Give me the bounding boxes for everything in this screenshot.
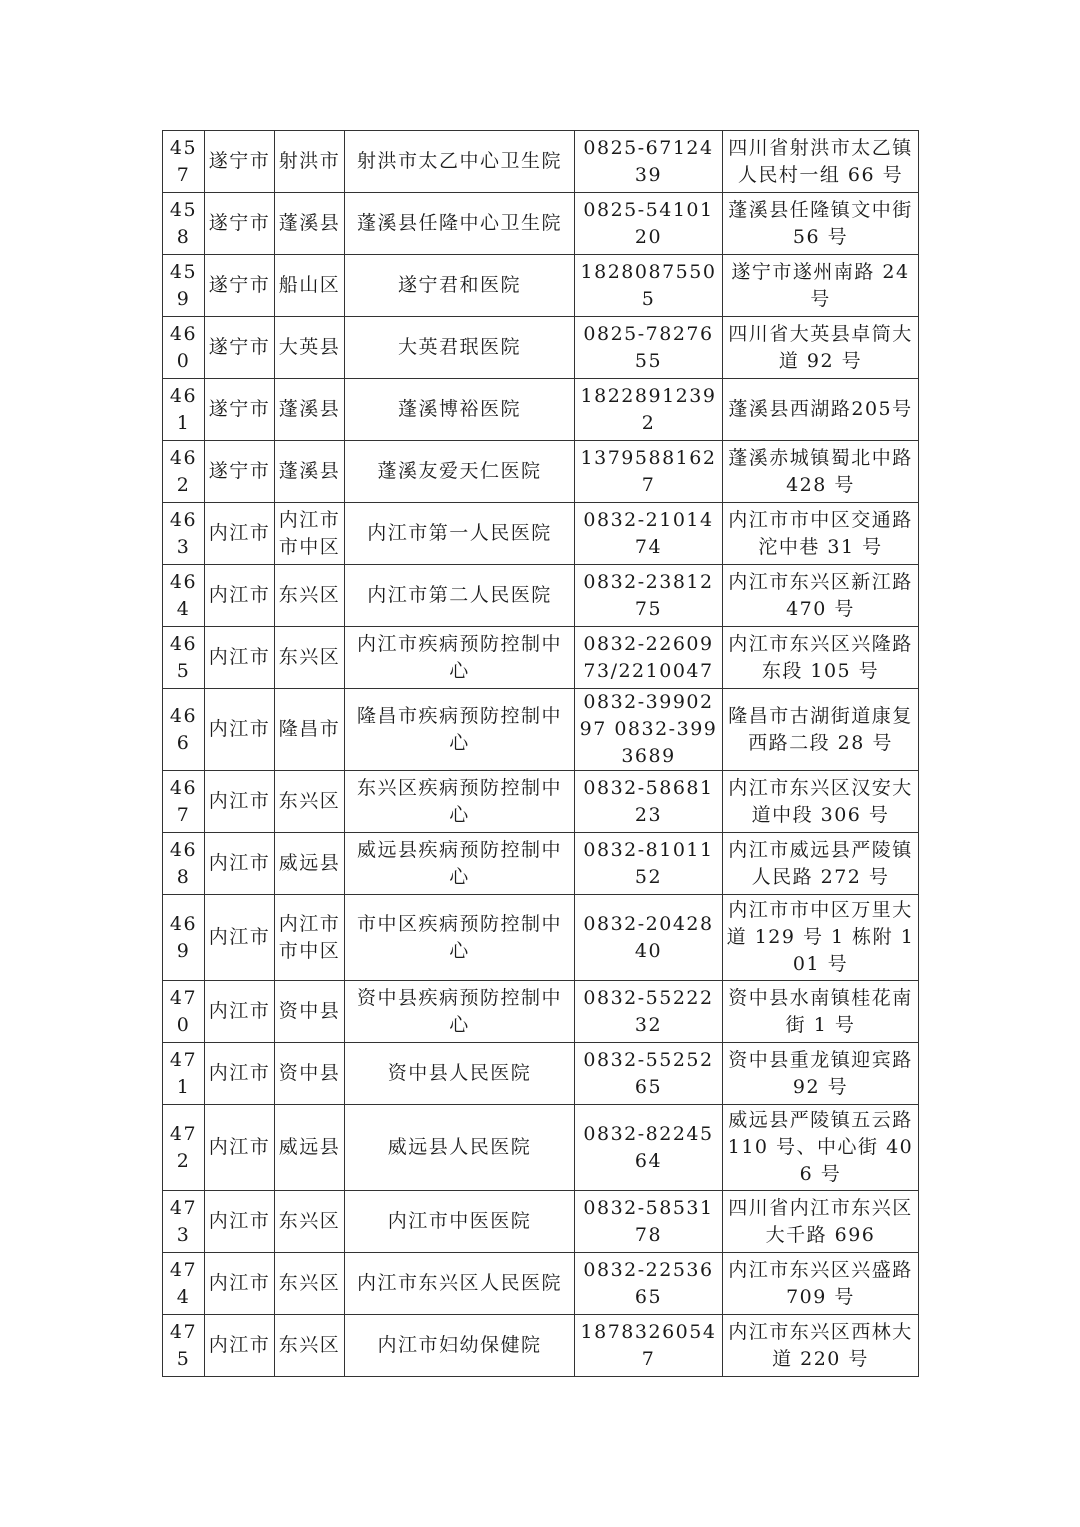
phone-cell: 0832-3990297 0832-3993689 — [575, 689, 723, 771]
institution-name-cell: 蓬溪县任隆中心卫生院 — [345, 193, 575, 255]
institution-name-cell: 内江市东兴区人民医院 — [345, 1253, 575, 1315]
row-number: 464 — [163, 565, 205, 627]
phone-cell: 18783260547 — [575, 1315, 723, 1377]
county-cell: 威远县 — [275, 1105, 345, 1191]
row-number: 475 — [163, 1315, 205, 1377]
row-number: 461 — [163, 379, 205, 441]
table-row — [163, 981, 919, 1043]
row-number: 471 — [163, 1043, 205, 1105]
address-cell: 内江市市中区万里大道 129 号 1 栋附 101 号 — [723, 895, 919, 981]
table-row — [163, 833, 919, 895]
row-number: 462 — [163, 441, 205, 503]
row-number: 472 — [163, 1105, 205, 1191]
institution-name-cell: 资中县人民医院 — [345, 1043, 575, 1105]
county-cell: 东兴区 — [275, 1253, 345, 1315]
row-number: 468 — [163, 833, 205, 895]
address-cell: 内江市东兴区西林大道 220 号 — [723, 1315, 919, 1377]
city-cell: 内江市 — [205, 981, 275, 1043]
city-cell: 内江市 — [205, 1043, 275, 1105]
county-cell: 内江市市中区 — [275, 895, 345, 981]
city-cell: 内江市 — [205, 627, 275, 689]
phone-cell: 0832-5853178 — [575, 1191, 723, 1253]
table-row — [163, 895, 919, 981]
table-row — [163, 441, 919, 503]
county-cell: 东兴区 — [275, 565, 345, 627]
phone-cell: 0832-2253665 — [575, 1253, 723, 1315]
county-cell: 船山区 — [275, 255, 345, 317]
address-cell: 四川省射洪市太乙镇人民村一组 66 号 — [723, 131, 919, 193]
row-number: 474 — [163, 1253, 205, 1315]
address-cell: 内江市东兴区兴隆路东段 105 号 — [723, 627, 919, 689]
table-row — [163, 1315, 919, 1377]
phone-cell: 0832-2260973/2210047 — [575, 627, 723, 689]
county-cell: 资中县 — [275, 1043, 345, 1105]
city-cell: 遂宁市 — [205, 317, 275, 379]
table-row — [163, 565, 919, 627]
city-cell: 内江市 — [205, 689, 275, 771]
phone-cell: 0832-8101152 — [575, 833, 723, 895]
row-number: 463 — [163, 503, 205, 565]
table-row — [163, 255, 919, 317]
address-cell: 四川省大英县卓筒大道 92 号 — [723, 317, 919, 379]
phone-cell: 0832-8224564 — [575, 1105, 723, 1191]
phone-cell: 18228912392 — [575, 379, 723, 441]
table-row — [163, 193, 919, 255]
phone-cell: 0825-7827655 — [575, 317, 723, 379]
institution-name-cell: 内江市第一人民医院 — [345, 503, 575, 565]
city-cell: 遂宁市 — [205, 379, 275, 441]
address-cell: 资中县水南镇桂花南街 1 号 — [723, 981, 919, 1043]
county-cell: 资中县 — [275, 981, 345, 1043]
city-cell: 内江市 — [205, 1105, 275, 1191]
row-number: 473 — [163, 1191, 205, 1253]
city-cell: 内江市 — [205, 771, 275, 833]
county-cell: 威远县 — [275, 833, 345, 895]
row-number: 459 — [163, 255, 205, 317]
institution-name-cell: 内江市疾病预防控制中心 — [345, 627, 575, 689]
row-number: 470 — [163, 981, 205, 1043]
institution-name-cell: 内江市妇幼保健院 — [345, 1315, 575, 1377]
table-row — [163, 1043, 919, 1105]
table-row — [163, 1253, 919, 1315]
county-cell: 东兴区 — [275, 1315, 345, 1377]
phone-cell: 0832-2042840 — [575, 895, 723, 981]
table-row — [163, 1105, 919, 1191]
institution-name-cell: 遂宁君和医院 — [345, 255, 575, 317]
institution-name-cell: 蓬溪友爱天仁医院 — [345, 441, 575, 503]
table-row — [163, 1191, 919, 1253]
city-cell: 遂宁市 — [205, 255, 275, 317]
row-number: 460 — [163, 317, 205, 379]
county-cell: 蓬溪县 — [275, 441, 345, 503]
county-cell: 蓬溪县 — [275, 379, 345, 441]
city-cell: 内江市 — [205, 565, 275, 627]
county-cell: 射洪市 — [275, 131, 345, 193]
address-cell: 内江市东兴区兴盛路 709 号 — [723, 1253, 919, 1315]
address-cell: 资中县重龙镇迎宾路 92 号 — [723, 1043, 919, 1105]
institution-name-cell: 隆昌市疾病预防控制中心 — [345, 689, 575, 771]
address-cell: 蓬溪县任隆镇文中街 56 号 — [723, 193, 919, 255]
phone-cell: 0832-5522232 — [575, 981, 723, 1043]
institution-name-cell: 蓬溪博裕医院 — [345, 379, 575, 441]
county-cell: 东兴区 — [275, 1191, 345, 1253]
address-cell: 内江市市中区交通路沱中巷 31 号 — [723, 503, 919, 565]
table-row — [163, 771, 919, 833]
table-row — [163, 627, 919, 689]
address-cell: 威远县严陵镇五云路 110 号、中心街 406 号 — [723, 1105, 919, 1191]
city-cell: 内江市 — [205, 1253, 275, 1315]
address-cell: 内江市威远县严陵镇人民路 272 号 — [723, 833, 919, 895]
row-number: 457 — [163, 131, 205, 193]
city-cell: 遂宁市 — [205, 131, 275, 193]
row-number: 458 — [163, 193, 205, 255]
city-cell: 内江市 — [205, 833, 275, 895]
table-row — [163, 379, 919, 441]
institution-name-cell: 市中区疾病预防控制中心 — [345, 895, 575, 981]
city-cell: 内江市 — [205, 895, 275, 981]
table-row — [163, 689, 919, 771]
address-cell: 遂宁市遂州南路 24 号 — [723, 255, 919, 317]
phone-cell: 0832-2381275 — [575, 565, 723, 627]
county-cell: 隆昌市 — [275, 689, 345, 771]
city-cell: 内江市 — [205, 1191, 275, 1253]
institution-table — [162, 130, 919, 1377]
address-cell: 四川省内江市东兴区大千路 696 — [723, 1191, 919, 1253]
county-cell: 大英县 — [275, 317, 345, 379]
county-cell: 内江市市中区 — [275, 503, 345, 565]
county-cell: 东兴区 — [275, 771, 345, 833]
institution-name-cell: 东兴区疾病预防控制中心 — [345, 771, 575, 833]
phone-cell: 18280875505 — [575, 255, 723, 317]
city-cell: 内江市 — [205, 503, 275, 565]
city-cell: 遂宁市 — [205, 441, 275, 503]
institution-name-cell: 内江市中医医院 — [345, 1191, 575, 1253]
phone-cell: 0832-5525265 — [575, 1043, 723, 1105]
institution-name-cell: 威远县疾病预防控制中心 — [345, 833, 575, 895]
phone-cell: 13795881627 — [575, 441, 723, 503]
address-cell: 隆昌市古湖街道康复西路二段 28 号 — [723, 689, 919, 771]
row-number: 466 — [163, 689, 205, 771]
phone-cell: 0832-5868123 — [575, 771, 723, 833]
row-number: 465 — [163, 627, 205, 689]
row-number: 467 — [163, 771, 205, 833]
address-cell: 内江市东兴区汉安大道中段 306 号 — [723, 771, 919, 833]
address-cell: 蓬溪县西湖路205号 — [723, 379, 919, 441]
city-cell: 遂宁市 — [205, 193, 275, 255]
institution-name-cell: 射洪市太乙中心卫生院 — [345, 131, 575, 193]
institution-name-cell: 威远县人民医院 — [345, 1105, 575, 1191]
table-row — [163, 131, 919, 193]
institution-name-cell: 大英君珉医院 — [345, 317, 575, 379]
row-number: 469 — [163, 895, 205, 981]
table-row — [163, 317, 919, 379]
address-cell: 蓬溪赤城镇蜀北中路 428 号 — [723, 441, 919, 503]
phone-cell: 0825-6712439 — [575, 131, 723, 193]
institution-name-cell: 资中县疾病预防控制中心 — [345, 981, 575, 1043]
county-cell: 东兴区 — [275, 627, 345, 689]
county-cell: 蓬溪县 — [275, 193, 345, 255]
institution-name-cell: 内江市第二人民医院 — [345, 565, 575, 627]
table-row — [163, 503, 919, 565]
city-cell: 内江市 — [205, 1315, 275, 1377]
address-cell: 内江市东兴区新江路 470 号 — [723, 565, 919, 627]
phone-cell: 0832-2101474 — [575, 503, 723, 565]
phone-cell: 0825-5410120 — [575, 193, 723, 255]
